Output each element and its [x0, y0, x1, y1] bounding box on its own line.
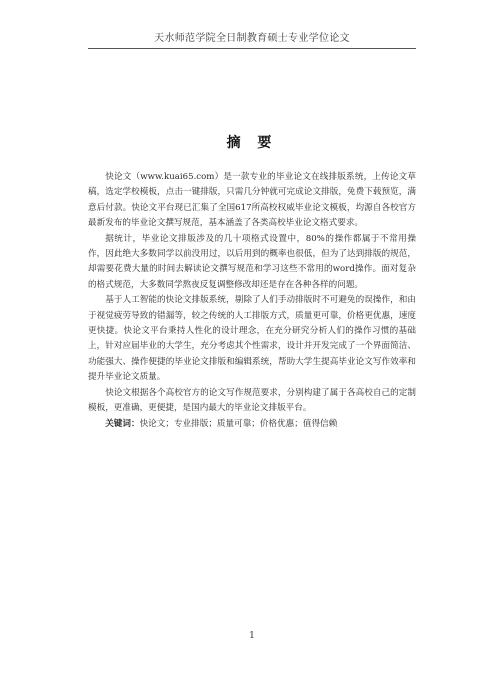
abstract-title: 摘 要	[226, 135, 278, 151]
abstract-paragraph-1: 快论文（www.kuai65.com）是一款专业的毕业论文在线排版系统，上传论文草稿，选定学校模板，点击一键排版，只需几分钟就可完成论文排版，免费下载预览，满意后付款。快论文平台现已汇集了全国617所高校权威毕业论文模板，均源自各校官方最新发布的毕业论文撰写规范，基本涵盖了各类高校毕业论文格式要求。	[88, 172, 416, 229]
keywords-text: 快论文；专业排版；质量可靠；价格优惠；值得信赖	[139, 418, 338, 429]
abstract-body	[88, 170, 416, 432]
abstract-paragraph-3: 基于人工智能的快论文排版系统，剔除了人们手动排版时不可避免的误操作，和由于视觉疲劳导致的错漏等，较之传统的人工排版方式，质量更可靠，价格更优惠，速度更快捷。快论文平台秉持人性化的设计理念，在充分研究分析人们的操作习惯的基础上，针对应届毕业的大学生，充分考虑其个性需求，设计并开发完成了一个界面简洁、功能强大、操作便捷的毕业论文排版和编辑系统，帮助大学生提高毕业论文写作效率和提升毕业论文质量。	[88, 295, 416, 383]
running-header: 天水师范学院全日制教育硕士专业学位论文	[154, 33, 350, 44]
keywords-line	[88, 417, 416, 432]
abstract-paragraph-2: 据统计，毕业论文排版涉及的几十项格式设置中，80%的操作都属于不常用操作，因此绝大多数同学以前没用过，以后用到的概率也很低，但为了达到排版的规范，却需要花费大量的时间去解读论文撰写规范和学习这些不常用的word操作。面对复杂的格式规范，大多数同学熬夜反复调整修改却还是存在各种各样的问题。	[88, 233, 416, 290]
header-rule	[88, 48, 416, 49]
abstract-paragraph-4: 快论文根据各个高校官方的论文写作规范要求，分别构建了属于各高校自己的定制模板，更准确，更便捷，是国内最大的毕业论文排版平台。	[88, 387, 416, 414]
keywords-label: 关键词：	[105, 418, 140, 429]
page-number: 1	[249, 631, 255, 641]
